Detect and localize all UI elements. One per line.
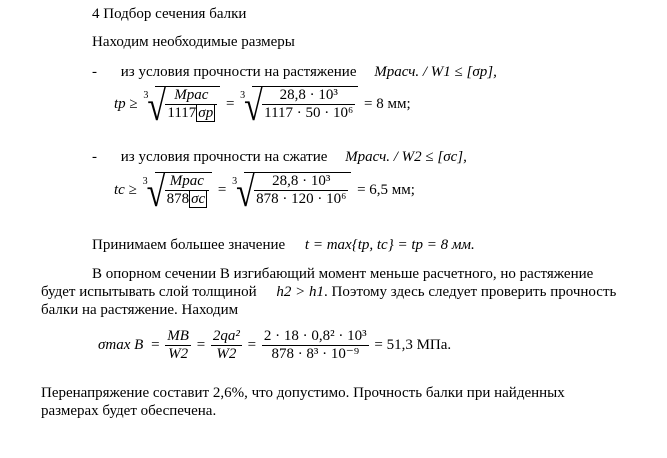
formula-result: = 6,5 мм;: [357, 181, 415, 198]
bullet-text: из условия прочности на растяжение: [120, 64, 357, 80]
fraction: $\frac{MB}{W2}$: [167, 328, 189, 362]
fraction: $\frac{\text{Mрас}}{878 \sigma с}$: [165, 173, 210, 208]
section-title: 4 Подбор сечения балки: [92, 6, 247, 22]
formula-result: = 51,3 МПа.: [374, 337, 452, 353]
bullet-condition: Mрасч. / W2 ≤ [σс],: [345, 149, 467, 165]
cube-root: 3 √ $\frac{\text{Mрас}}{1117 \sigma р}$: [143, 86, 220, 122]
fraction: $\frac{\text{Mрас}}{1117 \sigma р}$: [165, 87, 217, 122]
paragraph-line: будет испытывать слой толщиной h2 > h1. Поэтому здесь следует проверить прочность: [41, 284, 617, 300]
fraction: $\frac{\text{28,8 · 10³}}{\text{878 · 120 · 10⁶}}$: [256, 173, 347, 207]
bullet-dash: -: [92, 149, 97, 165]
conclusion-line: Перенапряжение составит 2,6%, что допустимо. Прочность балки при найденных: [41, 385, 565, 401]
fraction: $\frac{\text{2qa²}}{W2}$: [212, 328, 240, 362]
formula-result: = 8 мм;: [364, 95, 411, 112]
accept-formula: t = max{tр, tс} = tр = 8 мм.: [304, 237, 475, 253]
paragraph-line: В опорном сечении B изгибающий момент меньше расчетного, но растяжение: [92, 266, 594, 282]
fraction: $\frac{\text{2 · 18 · 0,8² · 10³}}{\text{878 · 8³ · 10⁻⁹}}$: [263, 328, 367, 362]
bullet-compression: [92, 148, 467, 166]
formula-compression: tс ≥ 3 √ $\frac{\text{Mрас}}{878 \sigma с}$ = 3 √ $\frac{\text{28,8 · 10³}}{\text{878 · 120 · 10⁶}}$ = 6,5 мм;: [114, 169, 415, 216]
formula-tension: tр ≥ 3 √ $\frac{\text{Mрас}}{1117 \sigma р}$ = 3 √ $\frac{\text{28,8 · 10³}}{\text{1117 · 50 · 10⁶}}$ = 8 мм;: [114, 83, 411, 130]
formula-lhs: σmax B: [98, 337, 144, 353]
cube-root: 3 √ $\frac{\text{28,8 · 10³}}{\text{1117 · 50 · 10⁶}}$: [240, 86, 358, 122]
bullet-condition: Mрасч. / W1 ≤ [σр],: [374, 64, 497, 80]
fraction: $\frac{\text{28,8 · 10³}}{\text{1117 · 50 · 10⁶}}$: [264, 87, 354, 121]
formula-lhs: tс ≥: [114, 181, 137, 198]
paragraph-line: балки на растяжение. Находим: [41, 302, 239, 318]
conclusion-line: размерах будет обеспечена.: [41, 403, 217, 419]
bullet-tension: [92, 63, 497, 81]
formula-lhs: tр ≥: [114, 95, 138, 112]
cube-root: 3 √ $\frac{\text{28,8 · 10³}}{\text{878 · 120 · 10⁶}}$: [232, 172, 351, 208]
intro-text: Находим необходимые размеры: [92, 34, 295, 50]
bullet-text: из условия прочности на сжатие: [120, 149, 328, 165]
bullet-dash: -: [92, 64, 97, 80]
accept-text: Принимаем большее значение: [92, 237, 286, 253]
accept-line: [92, 236, 475, 254]
cube-root: 3 √ $\frac{\text{Mрас}}{878 \sigma с}$: [143, 172, 213, 208]
formula-stress: σmax B = $\frac{MB}{W2}$ = $\frac{\text{2qa²}}{W2}$ = $\frac{\text{2 · 18 · 0,8² · 10³}}{\text{878 · 8³ · 10⁻⁹}}$ = 51,3 МПа.: [98, 328, 452, 362]
